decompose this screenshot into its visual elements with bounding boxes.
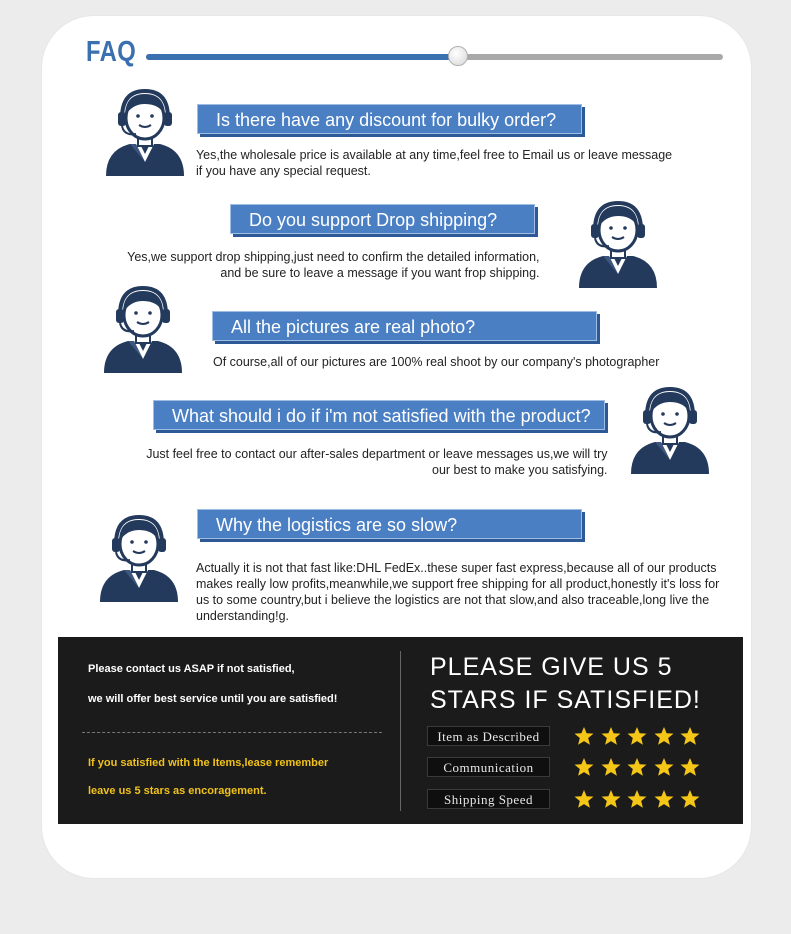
- customer-service-agent-icon: [573, 200, 663, 290]
- remember-line-1: If you satisfied with the Items,lease remember: [88, 757, 329, 769]
- star-icon: [627, 757, 647, 777]
- faq-question-1: Is there have any discount for bulky order?: [197, 104, 582, 134]
- customer-service-agent-icon: [94, 514, 184, 604]
- faq-answer-2: [128, 249, 540, 281]
- slider-thumb[interactable]: [448, 46, 468, 66]
- faq-answer-4: [146, 446, 607, 478]
- dashed-divider: [82, 732, 382, 733]
- headline-line-1: PLEASE GIVE US 5: [430, 653, 673, 681]
- rating-label-item-as-described: Item as Described: [427, 726, 550, 746]
- faq-answer-3: [213, 354, 659, 370]
- faq-question-2: Do you support Drop shipping?: [230, 204, 535, 234]
- contact-line-1: Please contact us ASAP if not satisfied,: [88, 663, 295, 675]
- headline-line-2: STARS IF SATISFIED!: [430, 686, 701, 714]
- customer-service-agent-icon: [625, 386, 715, 476]
- star-icon: [654, 757, 674, 777]
- faq-slider[interactable]: [146, 54, 723, 60]
- star-icon: [574, 789, 594, 809]
- star-icon: [627, 726, 647, 746]
- star-icon: [654, 726, 674, 746]
- star-icon: [601, 726, 621, 746]
- star-icon: [627, 789, 647, 809]
- remember-line-2: leave us 5 stars as encoragement.: [88, 785, 267, 797]
- answer-line: Yes,the wholesale price is available at any time,feel free to Email us or leave message: [196, 147, 673, 162]
- answer-line: understanding!g.: [196, 608, 289, 623]
- contact-line-2: we will offer best service until you are satisfied!: [88, 693, 338, 705]
- star-icon: [574, 726, 594, 746]
- star-icon: [574, 757, 594, 777]
- rating-label-shipping-speed: Shipping Speed: [427, 789, 550, 809]
- rating-label-communication: Communication: [427, 757, 550, 777]
- faq-question-5: Why the logistics are so slow?: [197, 509, 582, 539]
- faq-answer-1: [196, 147, 672, 179]
- answer-line: Of course,all of our pictures are 100% real shoot by our company's photographer: [213, 354, 660, 369]
- answer-line: our best to make you satisfying.: [431, 462, 607, 477]
- faq-question-4: What should i do if i'm not satisfied with the product?: [153, 400, 605, 430]
- star-icon: [680, 726, 700, 746]
- answer-line: if you have any special request.: [196, 163, 371, 178]
- slider-fill: [146, 54, 458, 60]
- star-icon: [601, 757, 621, 777]
- customer-service-agent-icon: [98, 285, 188, 375]
- vertical-divider: [400, 651, 401, 811]
- customer-service-agent-icon: [100, 88, 190, 178]
- answer-line: Yes,we support drop shipping,just need to confirm the detailed information,: [127, 249, 540, 264]
- answer-line: Just feel free to contact our after-sales department or leave messages us,we will try: [145, 446, 607, 461]
- faq-title: FAQ: [86, 36, 137, 68]
- faq-question-3: All the pictures are real photo?: [212, 311, 597, 341]
- faq-answer-5: [196, 560, 734, 624]
- star-icon: [680, 757, 700, 777]
- star-icon: [680, 789, 700, 809]
- rating-banner: [58, 637, 743, 824]
- star-icon: [654, 789, 674, 809]
- answer-line: makes really low profits,meanwhile,we support free shipping for all product,honestly it's loss for: [196, 576, 720, 591]
- answer-line: Actually it is not that fast like:DHL FedEx..these super fast express,because all of our products: [196, 560, 717, 575]
- star-icon: [601, 789, 621, 809]
- answer-line: and be sure to leave a message if you want frop shipping.: [220, 265, 540, 280]
- answer-line: us to some country,but i believe the logistics are not that slow,and also traceable,long live the: [196, 592, 710, 607]
